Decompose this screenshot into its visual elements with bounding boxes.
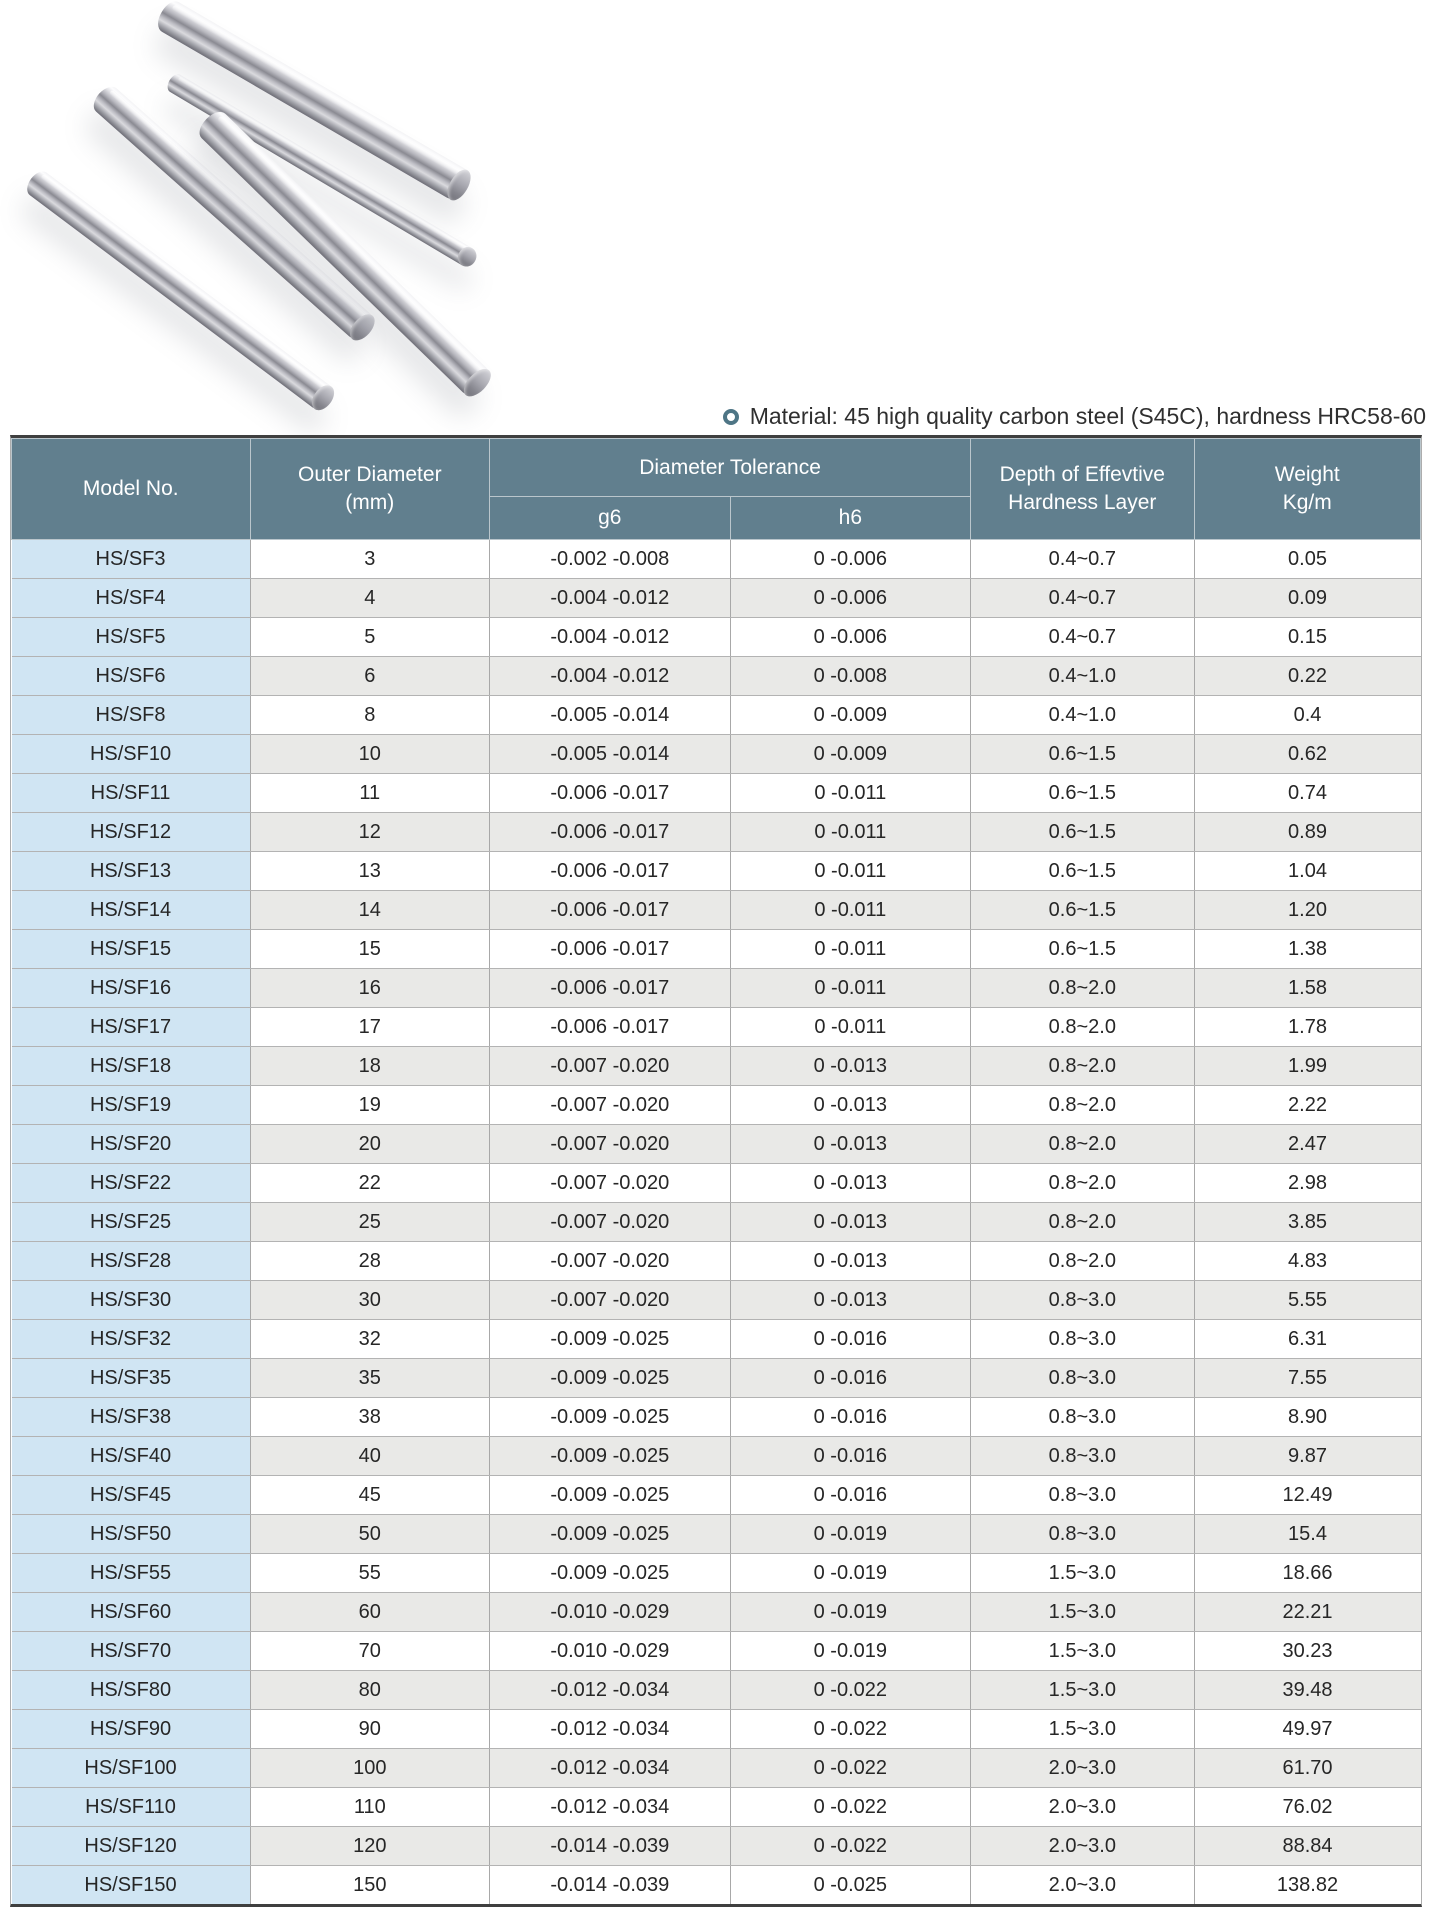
table-row xyxy=(12,618,1421,657)
table-row xyxy=(12,1632,1421,1671)
table-cell: -0.012 -0.034 xyxy=(490,1749,731,1788)
table-cell: 150 xyxy=(250,1866,490,1905)
table-cell: 70 xyxy=(250,1632,490,1671)
table-cell: 0.4~0.7 xyxy=(971,540,1194,579)
spec-table-body xyxy=(12,540,1421,1905)
table-cell: 0.8~2.0 xyxy=(971,1125,1194,1164)
table-cell: 0.22 xyxy=(1194,657,1420,696)
table-cell: 0 -0.022 xyxy=(730,1749,971,1788)
table-cell: 18 xyxy=(250,1047,490,1086)
table-cell: 100 xyxy=(250,1749,490,1788)
table-cell: 12.49 xyxy=(1194,1476,1420,1515)
table-cell: 0 -0.022 xyxy=(730,1671,971,1710)
table-cell: 0.4~0.7 xyxy=(971,618,1194,657)
model-cell: HS/SF45 xyxy=(12,1476,251,1515)
table-row xyxy=(12,1359,1421,1398)
table-cell: 2.0~3.0 xyxy=(971,1788,1194,1827)
col-header-outer-diameter-line2: (mm) xyxy=(345,491,395,514)
table-row xyxy=(12,657,1421,696)
table-cell: 19 xyxy=(250,1086,490,1125)
table-cell: 2.47 xyxy=(1194,1125,1420,1164)
table-cell: 0 -0.019 xyxy=(730,1554,971,1593)
table-cell: 60 xyxy=(250,1593,490,1632)
table-cell: 40 xyxy=(250,1437,490,1476)
table-row xyxy=(12,735,1421,774)
table-cell: 0.09 xyxy=(1194,579,1420,618)
table-row xyxy=(12,1827,1421,1866)
table-cell: 88.84 xyxy=(1194,1827,1420,1866)
col-header-weight-line2: Kg/m xyxy=(1282,491,1332,514)
col-header-weight xyxy=(1194,439,1420,540)
table-cell: 0.8~3.0 xyxy=(971,1437,1194,1476)
table-row xyxy=(12,1554,1421,1593)
table-cell: 0.8~3.0 xyxy=(971,1398,1194,1437)
table-cell: 0 -0.013 xyxy=(730,1125,971,1164)
model-cell: HS/SF16 xyxy=(12,969,251,1008)
table-row xyxy=(12,774,1421,813)
col-header-weight-line1: Weight xyxy=(1274,463,1340,487)
col-header-depth-line1: Depth of Effevtive xyxy=(999,463,1165,487)
table-cell: 2.0~3.0 xyxy=(971,1827,1194,1866)
table-cell: 80 xyxy=(250,1671,490,1710)
table-cell: 1.5~3.0 xyxy=(971,1710,1194,1749)
table-cell: -0.005 -0.014 xyxy=(490,735,731,774)
table-row xyxy=(12,696,1421,735)
table-cell: 10 xyxy=(250,735,490,774)
table-cell: 0 -0.016 xyxy=(730,1359,971,1398)
table-cell: 0.6~1.5 xyxy=(971,813,1194,852)
table-row xyxy=(12,1281,1421,1320)
table-cell: 2.98 xyxy=(1194,1164,1420,1203)
table-cell: 22 xyxy=(250,1164,490,1203)
table-cell: 0.89 xyxy=(1194,813,1420,852)
table-cell: 4 xyxy=(250,579,490,618)
table-row xyxy=(12,1710,1421,1749)
table-cell: 15 xyxy=(250,930,490,969)
table-cell: 16 xyxy=(250,969,490,1008)
material-note xyxy=(723,403,1426,430)
table-row xyxy=(12,1320,1421,1359)
col-header-model-label: Model No. xyxy=(82,477,179,501)
model-cell: HS/SF100 xyxy=(12,1749,251,1788)
model-cell: HS/SF11 xyxy=(12,774,251,813)
table-cell: 90 xyxy=(250,1710,490,1749)
table-cell: -0.012 -0.034 xyxy=(490,1788,731,1827)
table-cell: 0 -0.016 xyxy=(730,1437,971,1476)
table-cell: 0 -0.019 xyxy=(730,1515,971,1554)
model-cell: HS/SF55 xyxy=(12,1554,251,1593)
col-header-depth xyxy=(971,439,1194,540)
table-cell: 0 -0.016 xyxy=(730,1476,971,1515)
table-row xyxy=(12,1047,1421,1086)
table-cell: -0.009 -0.025 xyxy=(490,1398,731,1437)
table-row xyxy=(12,813,1421,852)
table-cell: 6.31 xyxy=(1194,1320,1420,1359)
col-header-depth-line2: Hardness Layer xyxy=(1008,491,1157,514)
table-cell: -0.009 -0.025 xyxy=(490,1320,731,1359)
table-cell: 2.0~3.0 xyxy=(971,1749,1194,1788)
table-cell: 1.5~3.0 xyxy=(971,1554,1194,1593)
table-cell: 0 -0.022 xyxy=(730,1827,971,1866)
model-cell: HS/SF10 xyxy=(12,735,251,774)
model-cell: HS/SF5 xyxy=(12,618,251,657)
table-cell: 5 xyxy=(250,618,490,657)
table-cell: -0.014 -0.039 xyxy=(490,1866,731,1905)
model-cell: HS/SF17 xyxy=(12,1008,251,1047)
table-cell: 12 xyxy=(250,813,490,852)
table-cell: 0 -0.009 xyxy=(730,735,971,774)
table-cell: 15.4 xyxy=(1194,1515,1420,1554)
model-cell: HS/SF40 xyxy=(12,1437,251,1476)
table-row xyxy=(12,1086,1421,1125)
table-cell: -0.014 -0.039 xyxy=(490,1827,731,1866)
table-cell: 1.99 xyxy=(1194,1047,1420,1086)
table-cell: 0.8~3.0 xyxy=(971,1515,1194,1554)
table-cell: 0 -0.013 xyxy=(730,1086,971,1125)
table-row xyxy=(12,1164,1421,1203)
table-row xyxy=(12,1515,1421,1554)
col-header-model xyxy=(12,439,251,540)
table-cell: 138.82 xyxy=(1194,1866,1420,1905)
table-cell: 5.55 xyxy=(1194,1281,1420,1320)
spec-table-wrap xyxy=(10,435,1422,1907)
table-cell: 1.5~3.0 xyxy=(971,1593,1194,1632)
model-cell: HS/SF38 xyxy=(12,1398,251,1437)
spec-table xyxy=(11,438,1421,1904)
col-header-outer-diameter xyxy=(250,439,490,540)
table-row xyxy=(12,1203,1421,1242)
table-cell: 30 xyxy=(250,1281,490,1320)
table-cell: 55 xyxy=(250,1554,490,1593)
table-cell: 0 -0.022 xyxy=(730,1710,971,1749)
table-cell: 0.05 xyxy=(1194,540,1420,579)
model-cell: HS/SF4 xyxy=(12,579,251,618)
model-cell: HS/SF12 xyxy=(12,813,251,852)
table-cell: -0.010 -0.029 xyxy=(490,1632,731,1671)
table-cell: 3 xyxy=(250,540,490,579)
model-cell: HS/SF6 xyxy=(12,657,251,696)
col-header-h6: h6 xyxy=(730,497,971,540)
table-cell: 0.74 xyxy=(1194,774,1420,813)
model-cell: HS/SF32 xyxy=(12,1320,251,1359)
table-cell: 0.8~3.0 xyxy=(971,1320,1194,1359)
model-cell: HS/SF60 xyxy=(12,1593,251,1632)
table-cell: 0.4 xyxy=(1194,696,1420,735)
table-cell: 38 xyxy=(250,1398,490,1437)
table-cell: 0.6~1.5 xyxy=(971,774,1194,813)
table-cell: 9.87 xyxy=(1194,1437,1420,1476)
model-cell: HS/SF80 xyxy=(12,1671,251,1710)
table-cell: 0 -0.006 xyxy=(730,618,971,657)
table-cell: 120 xyxy=(250,1827,490,1866)
table-cell: -0.009 -0.025 xyxy=(490,1515,731,1554)
table-row xyxy=(12,1866,1421,1905)
table-cell: 32 xyxy=(250,1320,490,1359)
model-cell: HS/SF28 xyxy=(12,1242,251,1281)
table-cell: -0.004 -0.012 xyxy=(490,618,731,657)
table-cell: 11 xyxy=(250,774,490,813)
table-cell: 1.78 xyxy=(1194,1008,1420,1047)
spec-table-head xyxy=(12,439,1421,540)
table-cell: 0 -0.013 xyxy=(730,1203,971,1242)
table-cell: 39.48 xyxy=(1194,1671,1420,1710)
table-cell: -0.007 -0.020 xyxy=(490,1242,731,1281)
model-cell: HS/SF8 xyxy=(12,696,251,735)
table-cell: 1.04 xyxy=(1194,852,1420,891)
table-cell: -0.006 -0.017 xyxy=(490,774,731,813)
table-cell: -0.004 -0.012 xyxy=(490,579,731,618)
table-row xyxy=(12,540,1421,579)
table-cell: 22.21 xyxy=(1194,1593,1420,1632)
table-row xyxy=(12,1593,1421,1632)
table-cell: -0.012 -0.034 xyxy=(490,1710,731,1749)
table-row xyxy=(12,930,1421,969)
table-cell: 25 xyxy=(250,1203,490,1242)
table-cell: 0.8~2.0 xyxy=(971,1242,1194,1281)
table-cell: 6 xyxy=(250,657,490,696)
model-cell: HS/SF30 xyxy=(12,1281,251,1320)
table-cell: 14 xyxy=(250,891,490,930)
table-cell: -0.006 -0.017 xyxy=(490,1008,731,1047)
table-cell: -0.009 -0.025 xyxy=(490,1359,731,1398)
table-cell: -0.006 -0.017 xyxy=(490,930,731,969)
table-row xyxy=(12,969,1421,1008)
table-row xyxy=(12,579,1421,618)
table-cell: 13 xyxy=(250,852,490,891)
table-cell: -0.007 -0.020 xyxy=(490,1281,731,1320)
table-cell: 0 -0.019 xyxy=(730,1632,971,1671)
table-cell: -0.006 -0.017 xyxy=(490,813,731,852)
table-cell: -0.009 -0.025 xyxy=(490,1476,731,1515)
table-cell: 0 -0.011 xyxy=(730,969,971,1008)
table-cell: 0.8~3.0 xyxy=(971,1281,1194,1320)
table-row xyxy=(12,1008,1421,1047)
model-cell: HS/SF14 xyxy=(12,891,251,930)
table-cell: 0 -0.009 xyxy=(730,696,971,735)
table-cell: -0.006 -0.017 xyxy=(490,891,731,930)
table-cell: 0 -0.011 xyxy=(730,852,971,891)
table-cell: 1.58 xyxy=(1194,969,1420,1008)
table-cell: 49.97 xyxy=(1194,1710,1420,1749)
table-cell: -0.007 -0.020 xyxy=(490,1164,731,1203)
table-cell: -0.007 -0.020 xyxy=(490,1086,731,1125)
table-cell: 0.15 xyxy=(1194,618,1420,657)
table-cell: -0.010 -0.029 xyxy=(490,1593,731,1632)
table-cell: 0.6~1.5 xyxy=(971,852,1194,891)
model-cell: HS/SF120 xyxy=(12,1827,251,1866)
table-cell: 110 xyxy=(250,1788,490,1827)
table-cell: 1.5~3.0 xyxy=(971,1632,1194,1671)
table-cell: 0.4~1.0 xyxy=(971,696,1194,735)
model-cell: HS/SF13 xyxy=(12,852,251,891)
table-cell: 17 xyxy=(250,1008,490,1047)
table-cell: 1.20 xyxy=(1194,891,1420,930)
table-cell: 0 -0.006 xyxy=(730,540,971,579)
table-cell: 0.6~1.5 xyxy=(971,735,1194,774)
table-cell: 8 xyxy=(250,696,490,735)
material-note-text: Material: 45 high quality carbon steel (S45C), hardness HRC58-60 xyxy=(749,403,1426,429)
table-cell: 0 -0.013 xyxy=(730,1281,971,1320)
table-row xyxy=(12,1242,1421,1281)
model-cell: HS/SF3 xyxy=(12,540,251,579)
table-cell: -0.002 -0.008 xyxy=(490,540,731,579)
table-cell: 0.8~3.0 xyxy=(971,1476,1194,1515)
table-cell: -0.009 -0.025 xyxy=(490,1554,731,1593)
table-cell: 18.66 xyxy=(1194,1554,1420,1593)
table-cell: -0.007 -0.020 xyxy=(490,1047,731,1086)
table-row xyxy=(12,852,1421,891)
table-row xyxy=(12,1437,1421,1476)
table-cell: 0.8~2.0 xyxy=(971,1164,1194,1203)
table-cell: 7.55 xyxy=(1194,1359,1420,1398)
table-cell: -0.012 -0.034 xyxy=(490,1671,731,1710)
table-cell: 0 -0.016 xyxy=(730,1320,971,1359)
product-photo xyxy=(0,0,520,430)
table-cell: 0 -0.016 xyxy=(730,1398,971,1437)
table-cell: 2.0~3.0 xyxy=(971,1866,1194,1905)
model-cell: HS/SF22 xyxy=(12,1164,251,1203)
table-cell: 0.8~3.0 xyxy=(971,1359,1194,1398)
table-cell: 0.4~1.0 xyxy=(971,657,1194,696)
table-cell: -0.006 -0.017 xyxy=(490,969,731,1008)
model-cell: HS/SF25 xyxy=(12,1203,251,1242)
table-cell: 0 -0.013 xyxy=(730,1242,971,1281)
table-cell: 0 -0.019 xyxy=(730,1593,971,1632)
col-header-tolerance xyxy=(490,439,971,497)
table-cell: 0 -0.011 xyxy=(730,891,971,930)
table-cell: 0.62 xyxy=(1194,735,1420,774)
table-cell: 0.6~1.5 xyxy=(971,930,1194,969)
table-cell: 0.8~2.0 xyxy=(971,1047,1194,1086)
table-row xyxy=(12,1125,1421,1164)
table-cell: -0.009 -0.025 xyxy=(490,1437,731,1476)
table-row xyxy=(12,1749,1421,1788)
table-cell: 1.38 xyxy=(1194,930,1420,969)
model-cell: HS/SF150 xyxy=(12,1866,251,1905)
table-cell: 0 -0.006 xyxy=(730,579,971,618)
table-cell: 4.83 xyxy=(1194,1242,1420,1281)
table-cell: 0 -0.008 xyxy=(730,657,971,696)
col-header-g6: g6 xyxy=(490,497,731,540)
table-cell: 0.6~1.5 xyxy=(971,891,1194,930)
table-cell: 28 xyxy=(250,1242,490,1281)
table-cell: 30.23 xyxy=(1194,1632,1420,1671)
table-cell: -0.007 -0.020 xyxy=(490,1125,731,1164)
table-cell: 0 -0.025 xyxy=(730,1866,971,1905)
table-cell: 45 xyxy=(250,1476,490,1515)
model-cell: HS/SF19 xyxy=(12,1086,251,1125)
table-cell: 0 -0.011 xyxy=(730,1008,971,1047)
model-cell: HS/SF18 xyxy=(12,1047,251,1086)
table-cell: 61.70 xyxy=(1194,1749,1420,1788)
table-cell: 0.8~2.0 xyxy=(971,969,1194,1008)
table-cell: 35 xyxy=(250,1359,490,1398)
table-cell: 0 -0.011 xyxy=(730,813,971,852)
table-row xyxy=(12,1398,1421,1437)
table-cell: 0 -0.011 xyxy=(730,930,971,969)
model-cell: HS/SF50 xyxy=(12,1515,251,1554)
table-cell: 0 -0.022 xyxy=(730,1788,971,1827)
model-cell: HS/SF70 xyxy=(12,1632,251,1671)
table-cell: 20 xyxy=(250,1125,490,1164)
table-cell: 0 -0.011 xyxy=(730,774,971,813)
model-cell: HS/SF35 xyxy=(12,1359,251,1398)
table-cell: 1.5~3.0 xyxy=(971,1671,1194,1710)
model-cell: HS/SF15 xyxy=(12,930,251,969)
model-cell: HS/SF20 xyxy=(12,1125,251,1164)
col-header-tolerance-label: Diameter Tolerance xyxy=(639,455,821,479)
table-cell: 0.8~2.0 xyxy=(971,1008,1194,1047)
table-row xyxy=(12,891,1421,930)
table-cell: 76.02 xyxy=(1194,1788,1420,1827)
model-cell: HS/SF110 xyxy=(12,1788,251,1827)
table-cell: 2.22 xyxy=(1194,1086,1420,1125)
table-cell: 0.4~0.7 xyxy=(971,579,1194,618)
table-cell: 0 -0.013 xyxy=(730,1164,971,1203)
table-cell: 0.8~2.0 xyxy=(971,1203,1194,1242)
table-row xyxy=(12,1671,1421,1710)
table-cell: -0.004 -0.012 xyxy=(490,657,731,696)
table-cell: 3.85 xyxy=(1194,1203,1420,1242)
table-row xyxy=(12,1788,1421,1827)
table-cell: 50 xyxy=(250,1515,490,1554)
ring-bullet-icon xyxy=(723,409,739,425)
table-cell: -0.007 -0.020 xyxy=(490,1203,731,1242)
col-header-outer-diameter-line1: Outer Diameter xyxy=(298,463,442,487)
table-cell: -0.006 -0.017 xyxy=(490,852,731,891)
table-cell: 8.90 xyxy=(1194,1398,1420,1437)
table-cell: 0.8~2.0 xyxy=(971,1086,1194,1125)
table-cell: 0 -0.013 xyxy=(730,1047,971,1086)
table-cell: -0.005 -0.014 xyxy=(490,696,731,735)
table-row xyxy=(12,1476,1421,1515)
model-cell: HS/SF90 xyxy=(12,1710,251,1749)
